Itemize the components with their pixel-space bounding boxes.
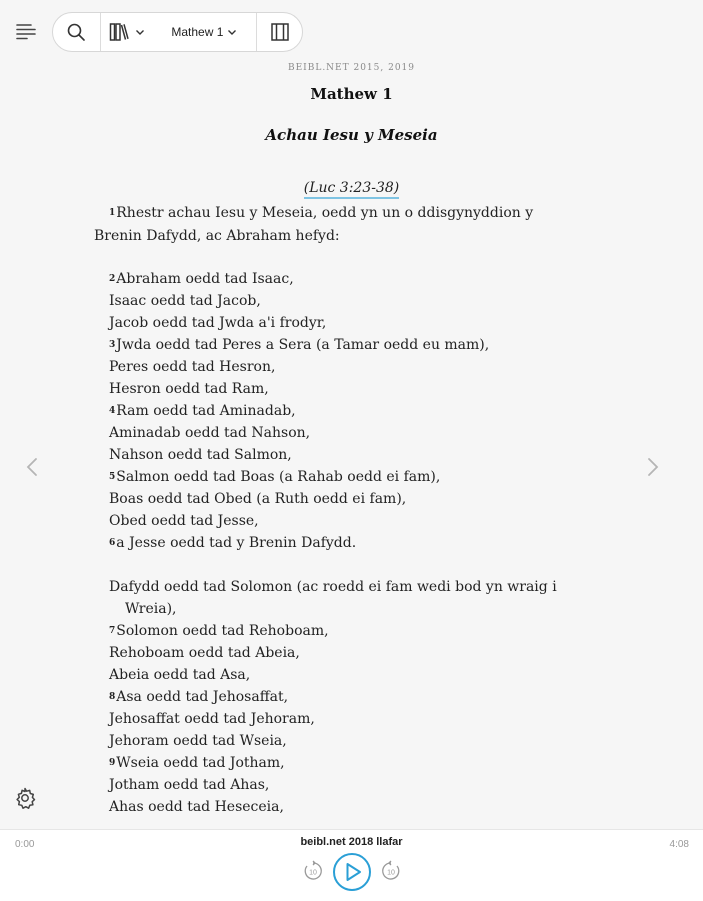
verse-number: 8 xyxy=(109,692,116,702)
verse-number: 1 xyxy=(109,208,116,218)
verse-line: Dafydd oedd tad Solomon (ac roedd ei fam wedi bod yn wraig i xyxy=(109,579,557,595)
verse-line: Peres oedd tad Hesron, xyxy=(109,359,276,375)
skip-back-button[interactable] xyxy=(302,860,324,882)
skip-forward-label: 10 xyxy=(387,869,395,877)
verse-line: Jehosaffat oedd tad Jehoram, xyxy=(109,711,315,727)
verse-line: Rehoboam oedd tad Abeia, xyxy=(109,645,300,661)
verse-number: 4 xyxy=(109,406,116,416)
chevron-right-icon xyxy=(643,455,663,479)
verse-line: 2Abraham oedd tad Isaac, xyxy=(109,271,294,287)
chevron-left-icon xyxy=(22,455,42,479)
verse-line: Obed oedd tad Jesse, xyxy=(109,513,259,529)
chapter-title: Mathew 1 xyxy=(310,85,393,103)
section-heading: Achau Iesu y Meseia xyxy=(265,126,438,144)
audio-title: beibl.net 2018 llafar xyxy=(300,836,403,848)
verse-line: Wreia), xyxy=(125,601,177,617)
total-time: 4:08 xyxy=(669,839,689,850)
skip-forward-button[interactable] xyxy=(380,860,402,882)
verse-line: Jotham oedd tad Ahas, xyxy=(109,777,270,793)
play-icon xyxy=(332,852,372,892)
audio-player xyxy=(0,829,703,901)
verse-line: Boas oedd tad Obed (a Ruth oedd ei fam), xyxy=(109,491,407,507)
verse-number: 2 xyxy=(109,274,116,284)
verse-line: Brenin Dafydd, ac Abraham hefyd: xyxy=(94,228,340,244)
verse-line: 9Wseia oedd tad Jotham, xyxy=(109,755,285,771)
verse-line: 6a Jesse oedd tad y Brenin Dafydd. xyxy=(109,535,357,551)
verse-line: 5Salmon oedd tad Boas (a Rahab oedd ei fam), xyxy=(109,469,441,485)
verse-line: 3Jwda oedd tad Peres a Sera (a Tamar oedd eu mam), xyxy=(109,337,490,353)
next-chapter-button[interactable] xyxy=(643,455,663,479)
settings-button[interactable] xyxy=(13,786,37,810)
elapsed-time: 0:00 xyxy=(15,839,35,850)
verse-line: Jacob oedd tad Jwda a'i frodyr, xyxy=(109,315,327,331)
verse-line: Hesron oedd tad Ram, xyxy=(109,381,269,397)
verse-line: Ahas oedd tad Heseceia, xyxy=(109,799,284,815)
verse-number: 9 xyxy=(109,758,116,768)
previous-chapter-button[interactable] xyxy=(22,455,42,479)
verse-line: 7Solomon oedd tad Rehoboam, xyxy=(109,623,329,639)
verse-line: 8Asa oedd tad Jehosaffat, xyxy=(109,689,289,705)
forward-10-icon xyxy=(380,860,402,882)
cross-reference-link[interactable]: (Luc 3:23-38) xyxy=(304,180,400,199)
play-button[interactable] xyxy=(332,852,372,892)
book-chapter-label: Mathew 1 xyxy=(171,25,224,39)
skip-back-label: 10 xyxy=(309,869,317,877)
verse-number: 3 xyxy=(109,340,116,350)
replay-10-icon xyxy=(302,860,324,882)
verse-line: Aminadab oedd tad Nahson, xyxy=(109,425,311,441)
verse-number: 5 xyxy=(109,472,116,482)
verse-line: 4Ram oedd tad Aminadab, xyxy=(109,403,296,419)
verse-line: Jehoram oedd tad Wseia, xyxy=(109,733,287,749)
verse-number: 7 xyxy=(109,626,116,636)
verse-line: Isaac oedd tad Jacob, xyxy=(109,293,261,309)
verse-number: 6 xyxy=(109,538,116,548)
copyright-notice: BEIBL.NET 2015, 2019 xyxy=(287,63,416,73)
settings-icon xyxy=(13,786,37,810)
verse-line: Nahson oedd tad Salmon, xyxy=(109,447,292,463)
verse-line: 1Rhestr achau Iesu y Meseia, oedd yn un o ddisgynyddion y xyxy=(109,205,534,221)
verse-line: Abeia oedd tad Asa, xyxy=(109,667,251,683)
